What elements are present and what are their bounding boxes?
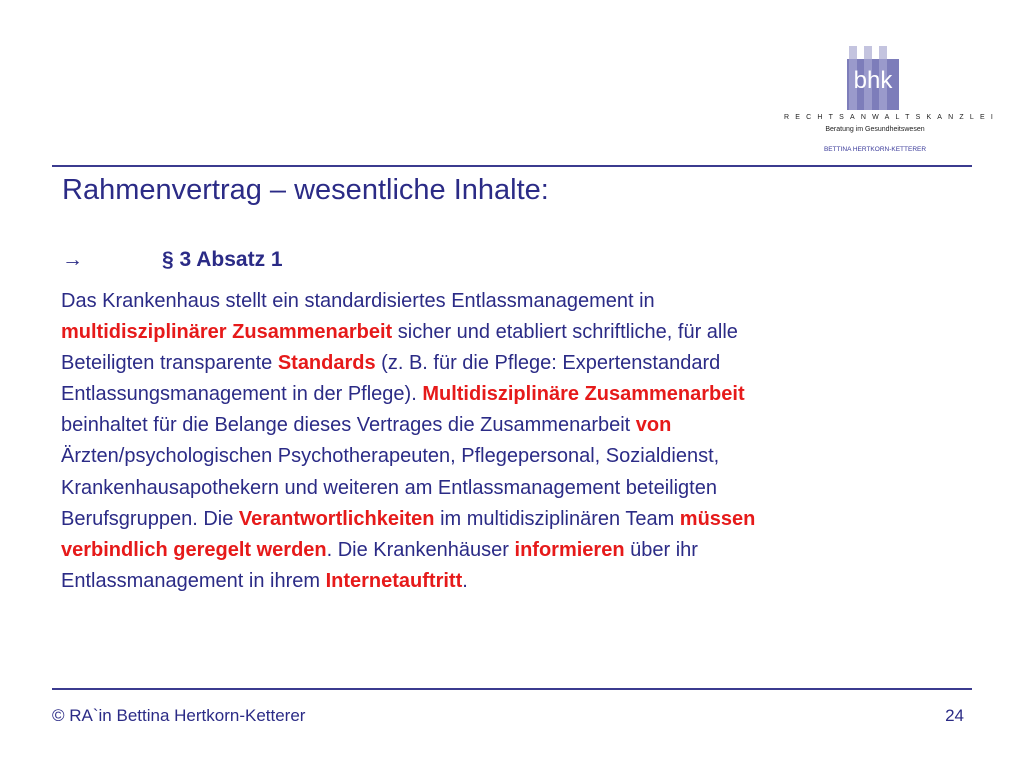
highlighted-term: Multidisziplinäre Zusammenarbeit [422,383,745,406]
body-line [61,317,961,348]
logo-tagline: Beratung im Gesundheitswesen [825,126,925,133]
body-text-run: Entlassungsmanagement in der Pflege). [61,383,423,406]
body-line [61,535,961,566]
body-line [61,566,961,597]
highlighted-term: informieren [514,538,625,561]
highlighted-term: Standards [277,352,376,375]
arrow-icon: → [62,248,83,271]
body-text-run: über ihr [624,538,698,561]
body-text-run: Berufsgruppen. Die [61,507,239,530]
body-line [61,504,961,535]
body-text-run: Krankenhausapothekern und weiteren am Entlassmanagement beteiligten [61,476,717,499]
body-text-run: Entlassmanagement in ihrem [61,569,326,592]
body-text-run: Beteiligten transparente [61,352,278,375]
body-paragraph [61,286,961,597]
section-heading-label: § 3 Absatz 1 [162,248,283,271]
bhk-logo-mark [847,46,901,110]
section-heading [62,248,283,272]
highlighted-term: Verantwortlichkeiten [238,507,435,530]
body-text-run: . Die Krankenhäuser [326,538,515,561]
body-line [61,286,961,317]
page-number: 24 [945,706,964,725]
footer-copyright: © RA`in Bettina Hertkorn-Ketterer [52,706,306,725]
logo-person-name: BETTINA HERTKORN-KETTERER [823,146,927,153]
body-text-run: im multidisziplinären Team [434,507,680,530]
body-text-run: sicher und etabliert schriftliche, für alle [392,321,738,344]
logo-firm-name: RECHTSANWALTSKANZLEI [784,114,1000,121]
body-text-run: beinhaltet für die Belange dieses Vertrages die Zusammenarbeit [61,414,636,437]
body-line [61,410,961,441]
body-text-run: Ärzten/psychologischen Psychotherapeuten, Pflegepersonal, Sozialdienst, [61,445,720,468]
firm-logo [784,46,1000,158]
body-text-run: . [462,569,468,592]
body-text-run: Das Krankenhaus stellt ein standardisiertes Entlassmanagement in [61,290,655,312]
highlighted-term: müssen [679,507,756,530]
highlighted-term: multidisziplinärer Zusammenarbeit [61,321,393,344]
highlighted-term: verbindlich geregelt werden [61,538,327,561]
body-text-run: (z. B. für die Pflege: Expertenstandard [375,352,721,375]
body-line [61,441,961,472]
body-line [61,473,961,504]
header-divider [52,165,972,167]
slide-title: Rahmenvertrag – wesentliche Inhalte: [62,174,549,206]
body-line [61,348,961,379]
logo-letters: bhk [853,67,893,94]
footer-divider [52,688,972,690]
body-line [61,379,961,410]
highlighted-term: Internetauftritt [325,569,463,592]
highlighted-term: von [635,414,672,437]
